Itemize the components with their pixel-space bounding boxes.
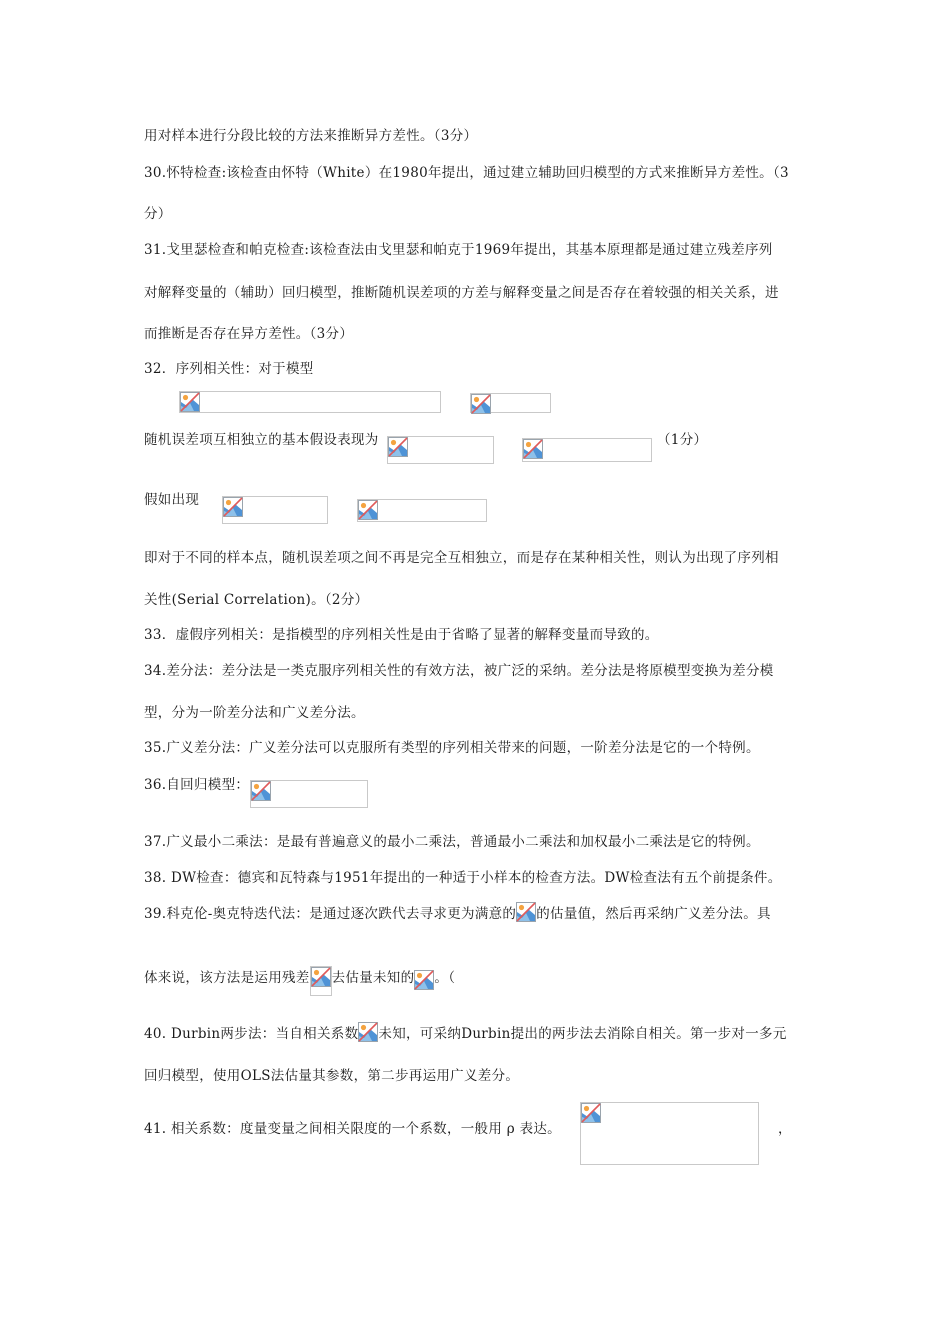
item-32: 32．序列相关性：对于模型 — [144, 361, 314, 377]
item-37: 37.广义最小二乘法：是最有普遍意义的最小二乘法，普通最小二乘法和加权最小二乘法是它的特例。 — [144, 834, 760, 850]
formula-image — [522, 438, 652, 462]
score-note: （1分） — [657, 432, 708, 448]
broken-image-icon — [180, 392, 200, 412]
item-30: 30.怀特检查:该检查由怀特（White）在1980年提出，通过建立辅助回归模型的方式来推断异方差性。（3 — [144, 165, 789, 181]
formula-image — [414, 970, 434, 990]
broken-image-icon — [516, 902, 536, 922]
item-39: 39.科克伦-奥克特迭代法：是通过逐次跌代去寻求更为满意的 的估量值，然后再采纳广义差分法。具 — [144, 902, 771, 923]
formula-image — [357, 499, 487, 522]
broken-image-icon — [311, 967, 331, 987]
broken-image-icon — [581, 1103, 601, 1123]
broken-image-icon — [251, 781, 271, 801]
formula-image — [387, 436, 494, 464]
punctuation: ， — [778, 1121, 792, 1137]
formula-image — [516, 902, 536, 922]
text-line: 体来说，该方法是运用残差 去估量未知的 。（ — [144, 966, 455, 996]
text-line: 用对样本进行分段比较的方法来推断异方差性。（3分） — [144, 128, 478, 144]
item-36: 36.自回归模型： — [144, 777, 250, 793]
item-33: 33．虚假序列相关：是指模型的序列相关性是由于省略了显著的解释变量而导致的。 — [144, 627, 659, 643]
formula-image — [470, 393, 551, 413]
item-41: 41. 相关系数：度量变量之间相关限度的一个系数，一般用 ρ 表达。 — [144, 1121, 561, 1137]
text-line: 假如出现 — [144, 492, 200, 508]
broken-image-icon — [358, 1022, 378, 1042]
text-line: 回归模型，使用OLS法估量其参数，第二步再运用广义差分。 — [144, 1068, 520, 1084]
formula-image — [222, 496, 328, 524]
broken-image-icon — [388, 437, 408, 457]
broken-image-icon — [414, 970, 434, 990]
formula-image — [358, 1022, 378, 1042]
formula-image — [310, 966, 332, 996]
formula-image — [179, 391, 441, 413]
broken-image-icon — [358, 500, 378, 520]
item-34: 34.差分法：差分法是一类克服序列相关性的有效方法，被广泛的采纳。差分法是将原模型变换为差分模 — [144, 663, 774, 679]
text-line: 即对于不同的样本点，随机误差项之间不再是完全互相独立，而是存在某种相关性，则认为出现了序列相 — [144, 550, 779, 566]
item-35: 35.广义差分法：广义差分法可以克服所有类型的序列相关带来的问题，一阶差分法是它的一个特例。 — [144, 740, 760, 756]
text-line: 随机误差项互相独立的基本假设表现为 — [144, 432, 379, 448]
item-38: 38. DW检查：德宾和瓦特森与1951年提出的一种适于小样本的检查方法。DW检查法有五个前提条件。 — [144, 870, 782, 886]
text-line: 对解释变量的（辅助）回归模型，推断随机误差项的方差与解释变量之间是否存在着较强的相关关系，进 — [144, 285, 779, 301]
formula-image — [580, 1102, 759, 1165]
text-line: 关性(Serial Correlation)。（2分） — [144, 592, 369, 608]
item-40: 40. Durbin两步法：当自相关系数 未知，可采纳Durbin提出的两步法去消除自相关。第一步对一多元 — [144, 1022, 787, 1043]
text-line: 分） — [144, 206, 172, 222]
item-31: 31.戈里瑟检查和帕克检查:该检查法由戈里瑟和帕克于1969年提出，其基本原理都是通过建立残差序列 — [144, 242, 773, 258]
broken-image-icon — [223, 497, 243, 517]
text-line: 型，分为一阶差分法和广义差分法。 — [144, 705, 365, 721]
broken-image-icon — [523, 439, 543, 459]
broken-image-icon — [471, 394, 491, 414]
formula-image — [250, 780, 368, 808]
text-line: 而推断是否存在异方差性。（3分） — [144, 326, 354, 342]
